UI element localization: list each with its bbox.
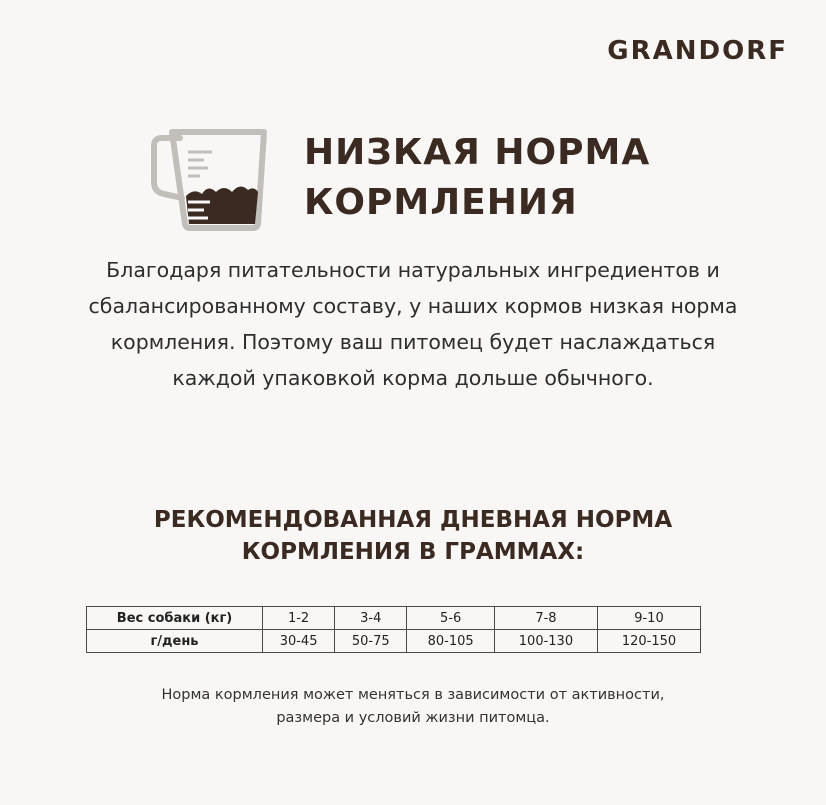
grams-cell: 30-45: [263, 630, 335, 653]
title-line-1: НИЗКАЯ НОРМА: [304, 132, 651, 173]
grams-cell: 80-105: [407, 630, 495, 653]
weight-cell: 1-2: [263, 607, 335, 630]
weight-cell: 7-8: [494, 607, 597, 630]
footnote-line-1: Норма кормления может меняться в зависимости от активности,: [161, 687, 665, 703]
table-heading-line-2: КОРМЛЕНИЯ В ГРАММАХ:: [241, 539, 585, 565]
footnote-line-2: размера и условий жизни питомца.: [276, 710, 550, 726]
intro-paragraph: [20, 252, 806, 396]
grams-cell: 50-75: [335, 630, 407, 653]
intro-line-4: каждой упаковкой корма дольше обычного.: [172, 366, 654, 390]
footnote: [60, 684, 766, 730]
measuring-cup-icon: [150, 126, 270, 232]
table-row-grams: [87, 630, 701, 653]
feeding-table: [86, 606, 701, 653]
table-row-weight: [87, 607, 701, 630]
brand-logo: GRANDORF: [607, 36, 788, 66]
weight-cell: 9-10: [597, 607, 700, 630]
weight-cell: 5-6: [407, 607, 495, 630]
grams-cell: 120-150: [597, 630, 700, 653]
grams-label-cell: г/день: [87, 630, 263, 653]
table-heading: [60, 504, 766, 568]
title-line-2: КОРМЛЕНИЯ: [304, 182, 578, 223]
weight-cell: 3-4: [335, 607, 407, 630]
grams-cell: 100-130: [494, 630, 597, 653]
table-heading-line-1: РЕКОМЕНДОВАННАЯ ДНЕВНАЯ НОРМА: [153, 507, 673, 533]
weight-label-cell: Вес собаки (кг): [87, 607, 263, 630]
intro-line-2: сбалансированному составу, у наших кормов низкая норма: [88, 294, 738, 318]
intro-line-1: Благодаря питательности натуральных ингредиентов и: [106, 258, 720, 282]
page-title: [304, 128, 650, 228]
intro-line-3: кормления. Поэтому ваш питомец будет наслаждаться: [110, 330, 716, 354]
